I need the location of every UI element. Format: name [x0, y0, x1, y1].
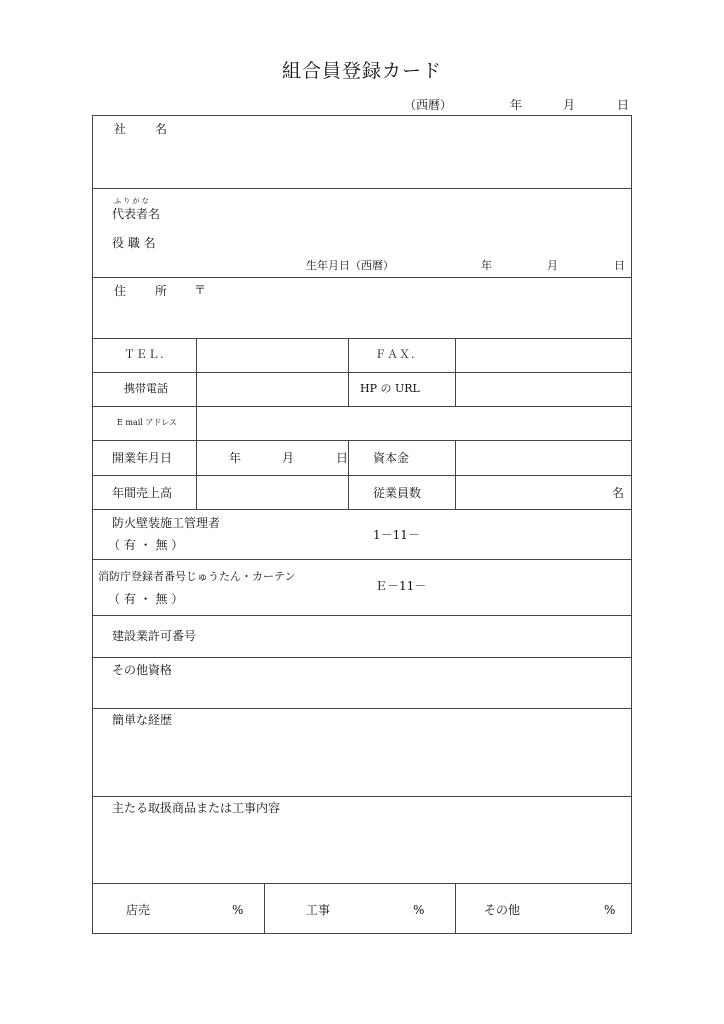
license-field[interactable] — [220, 618, 630, 654]
header-date-day: 日 — [617, 98, 630, 112]
employees-unit: 名 — [612, 486, 625, 500]
column-divider — [348, 440, 349, 509]
ratio-retail-label: 店売 — [126, 903, 151, 917]
company-name-field[interactable] — [180, 120, 620, 180]
fire-wall-label: 防火壁装施工管理者 — [112, 516, 221, 530]
founded-label: 開業年月日 — [112, 451, 173, 465]
birth-date-label: 生年月日（西暦） — [306, 259, 394, 272]
birth-day-label: 日 — [614, 259, 625, 272]
fire-dept-number: Ｅ－11－ — [375, 579, 427, 593]
address-label-1: 住 — [114, 284, 127, 298]
license-label: 建設業許可番号 — [112, 629, 197, 643]
company-label-2: 名 — [155, 122, 168, 136]
representative-label: 代表者名 — [112, 207, 161, 221]
column-divider — [455, 883, 456, 934]
divider — [92, 277, 632, 278]
employees-field[interactable] — [456, 476, 606, 508]
birth-year-label: 年 — [481, 259, 492, 272]
tel-label: ＴＥＬ. — [124, 348, 165, 361]
divider — [92, 708, 632, 709]
divider — [92, 188, 632, 189]
email-field[interactable] — [197, 407, 631, 439]
header-date-era: （西暦） — [404, 98, 453, 112]
birth-month-label: 月 — [547, 259, 558, 272]
page-title: 組合員登録カード — [282, 60, 443, 82]
fax-field[interactable] — [456, 339, 631, 371]
email-label: E mail アドレス — [117, 418, 178, 427]
ratio-other-percent: % — [604, 903, 616, 917]
fire-dept-choice: （ 有 ・ 無 ） — [108, 592, 184, 606]
history-field[interactable] — [100, 730, 625, 792]
column-divider — [348, 338, 349, 406]
address-field[interactable] — [210, 282, 620, 332]
representative-name-field[interactable] — [180, 195, 620, 225]
history-label: 簡単な経歴 — [112, 713, 173, 727]
fire-wall-choice: （ 有 ・ 無 ） — [108, 538, 184, 552]
mobile-field[interactable] — [197, 373, 347, 405]
divider — [92, 559, 632, 560]
divider — [92, 883, 632, 884]
other-qual-field[interactable] — [100, 680, 625, 704]
ratio-retail-percent: % — [232, 903, 244, 917]
products-label: 主たる取扱商品または工事内容 — [112, 801, 281, 815]
products-field[interactable] — [100, 818, 625, 880]
fire-wall-number: 1－11－ — [373, 528, 420, 542]
founded-year: 年 — [229, 451, 242, 465]
annual-sales-label: 年間売上高 — [112, 486, 173, 500]
fax-label: ＦＡＸ. — [375, 348, 416, 361]
ratio-construction-label: 工事 — [306, 903, 331, 917]
fire-dept-label: 消防庁登録者番号じゅうたん・カーテン — [98, 570, 296, 583]
address-label-2: 所 — [155, 284, 168, 298]
tel-field[interactable] — [197, 339, 347, 371]
hp-url-label: HP の URL — [360, 382, 420, 395]
divider — [92, 796, 632, 797]
company-label-1: 社 — [114, 122, 127, 136]
header-date-year: 年 — [510, 98, 523, 112]
divider — [92, 509, 632, 510]
postal-mark-icon: 〒 — [194, 283, 207, 297]
founded-month: 月 — [282, 451, 295, 465]
capital-field[interactable] — [456, 441, 631, 474]
employees-label: 従業員数 — [373, 486, 422, 500]
ratio-other-label: その他 — [484, 903, 521, 917]
header-date-month: 月 — [563, 98, 576, 112]
divider — [92, 657, 632, 658]
position-label: 役 職 名 — [112, 236, 156, 250]
founded-day: 日 — [336, 451, 349, 465]
other-qual-label: その他資格 — [112, 663, 173, 677]
divider — [92, 615, 632, 616]
column-divider — [264, 883, 265, 934]
furigana-label: ふ り が な — [114, 197, 149, 205]
hp-url-field[interactable] — [456, 373, 631, 405]
annual-sales-field[interactable] — [197, 476, 347, 508]
ratio-construction-percent: % — [413, 903, 425, 917]
capital-label: 資本金 — [373, 451, 410, 465]
mobile-label: 携帯電話 — [124, 382, 168, 395]
